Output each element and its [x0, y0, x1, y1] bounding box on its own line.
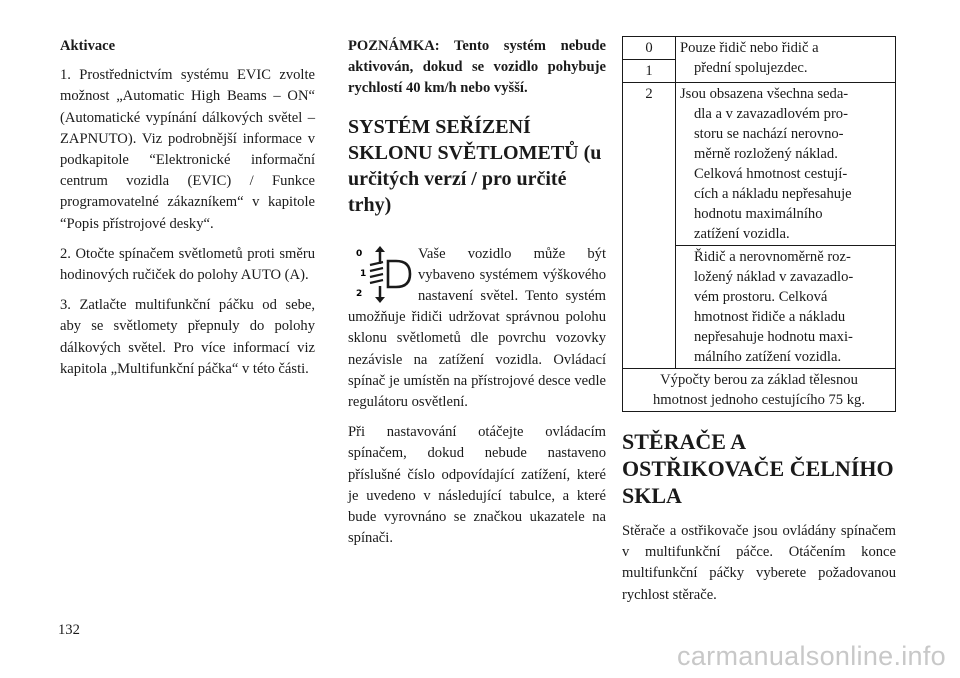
step-1-paragraph: 1. Prostřednictvím systému EVIC zvolte možnost „Automatic High Beams – ON“ (Automatické vypínání dálkových světel – ZAPNUTO). Viz podrobnější informace v podkapitole “Elektronické informační centrum vozidla (EVIC) / Funkce programovatelné zákazníkem“ v kapitole “Popis přístrojové desky“.: [60, 67, 315, 232]
row2-line: storu se nachází nerovno-: [694, 126, 844, 142]
row3-line: ložený náklad v zavazadlo-: [694, 269, 854, 285]
watermark: carmanualsonline.info: [677, 641, 946, 671]
table-cell-num: [623, 37, 676, 83]
row3-line: vém prostoru. Celková: [694, 289, 828, 305]
wipers-paragraph: Stěrače a ostřikovače jsou ovládány spínačem v multifunkční páčce. Otáčením konce multifunkční páčky vyberete požadovanou rychlost stěrače.: [622, 523, 896, 603]
note-paragraph: POZNÁMKA: Tento systém nebude aktivován, dokud se vozidlo pohybuje rychlostí 40 km/h nebo vyšší.: [348, 38, 606, 97]
icon-label-0: 0: [356, 248, 363, 259]
row2-line: hodnotu maximálního: [694, 206, 823, 222]
row2-line: cích a nákladu nepřesahuje: [694, 186, 852, 202]
table-num-1: 1: [645, 63, 653, 79]
leveling-paragraph-1: Vaše vozidlo může být vybaveno systémem výškového nastavení světel. Tento systém umožňuje řidiči udržovat správnou polohu sklonu světlometů dle povrchu vozovky nezávisle na zatížení vozidla. Ovládací spínač je umístěn na přístrojové desce vedle regulátoru osvětlení.: [348, 245, 606, 411]
footer-line: hmotnost jednoho cestujícího 75 kg.: [653, 392, 865, 408]
row2-line: dla a v zavazadlovém pro-: [694, 106, 848, 122]
wipers-heading: STĚRAČE A OSTŘIKOVAČE ČELNÍHO SKLA: [622, 429, 894, 508]
activation-heading: Aktivace: [60, 38, 116, 54]
table-num-0: 0: [623, 37, 675, 60]
row3-line: Řidič a nerovnoměrně roz-: [694, 249, 851, 265]
step-2-paragraph: 2. Otočte spínačem světlometů proti směru hodinových ručiček do polohy AUTO (A).: [60, 245, 315, 284]
leveling-paragraph-2: Při nastavování otáčejte ovládacím spínačem, dokud nebude nastaveno příslušné číslo odpovídající zatížení, které je uvedeno v následující tabulce, a které bude vyrovnáno se značkou ukazatele na spínači.: [348, 424, 606, 547]
row1-line: Pouze řidič nebo řidič a: [680, 40, 819, 56]
headlamp-leveling-icon: [350, 246, 412, 306]
table-num-2: 2: [623, 83, 676, 369]
load-level-table: [622, 36, 896, 412]
table-row: [623, 37, 896, 83]
table-cell-desc: [676, 37, 896, 83]
table-cell-desc: [676, 246, 896, 369]
icon-label-2: 2: [356, 288, 363, 299]
table-row: [623, 369, 896, 412]
row2-line: měrně rozložený náklad.: [694, 146, 838, 162]
icon-label-1: 1: [360, 268, 367, 279]
leveling-heading: SYSTÉM SEŘÍZENÍ SKLONU SVĚTLOMETŮ (u určitých verzí / pro určité trhy): [348, 115, 602, 216]
right-column: [622, 36, 896, 615]
page-number: 132: [58, 622, 80, 638]
middle-column: [348, 36, 606, 558]
row2-line: Celková hmotnost cestují-: [694, 166, 848, 182]
row2-line: Jsou obsazena všechna seda-: [680, 86, 849, 102]
row3-line: hmotnost řidiče a nákladu: [694, 309, 846, 325]
row3-line: nepřesahuje hodnotu maxi-: [694, 329, 853, 345]
row1-line: přední spolujezdec.: [694, 60, 808, 76]
step-3-paragraph: 3. Zatlačte multifunkční páčku od sebe, aby se světlomety přepnuly do polohy dálkových světel. Pro více informací viz kapitola „Multifunkční páčka“ v této části.: [60, 297, 315, 377]
table-footer: [623, 369, 896, 412]
row3-line: málního zatížení vozidla.: [694, 349, 842, 365]
footer-line: Výpočty berou za základ tělesnou: [660, 372, 858, 388]
table-cell-desc: [676, 83, 896, 246]
table-row: [623, 83, 896, 246]
left-column: [60, 36, 315, 389]
row2-line: zatížení vozidla.: [694, 226, 790, 242]
